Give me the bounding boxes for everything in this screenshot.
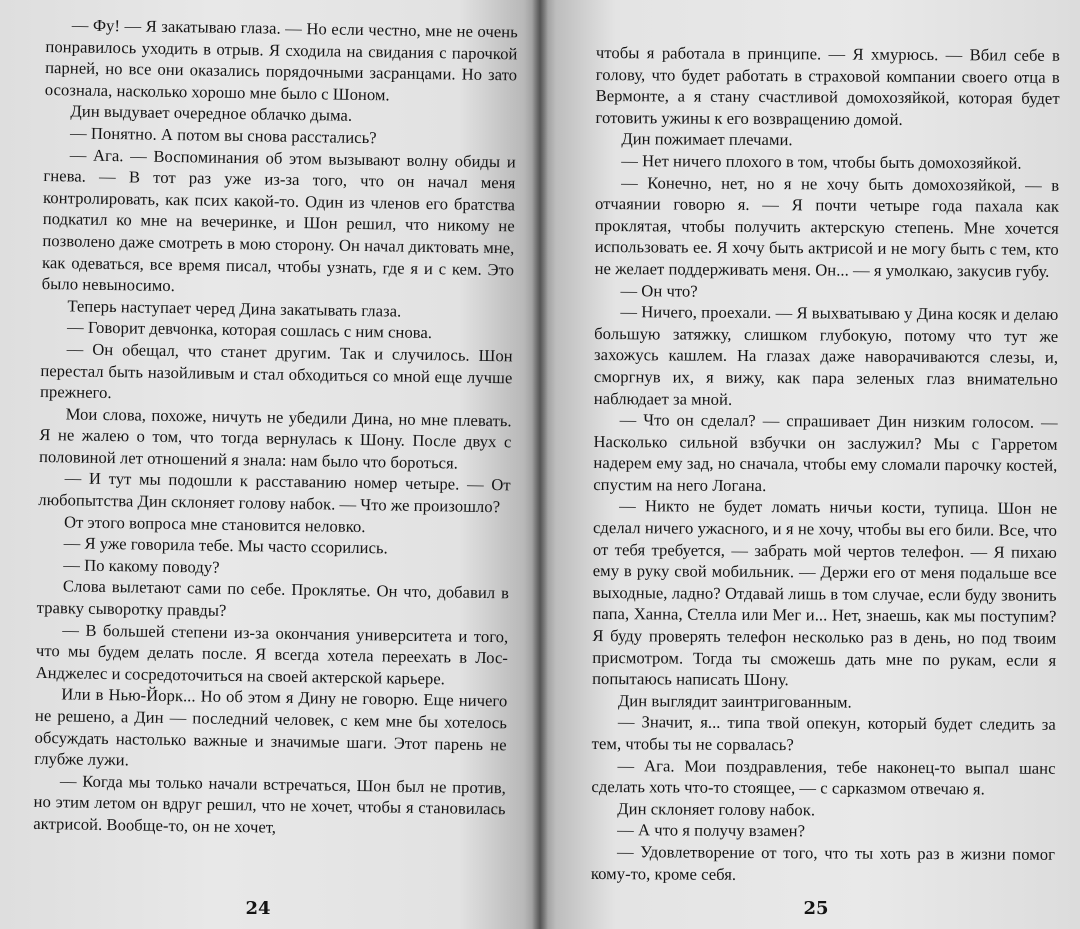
paragraph: — Понятно. А потом вы снова расстались? (69, 123, 377, 148)
paragraph: — Я уже говорила тебе. Мы часто ссорились. (63, 533, 388, 558)
paragraph: — По какому поводу? (63, 555, 220, 577)
paragraph: — А что я получу взамен? (617, 820, 806, 841)
right-page-text (591, 42, 1060, 887)
paragraph: Или в Нью-Йорк... Но об этом я Дину не говорю. Еще ничего не решено, а Дин — последний человек, с кем мне бы хотелось обсуждать настолько важные и значимые шаги. Этот парень не глубже лужи. (34, 684, 508, 770)
paragraph: — Что он сделал? — спрашивает Дин низким голосом. — Насколько сильной взбучки он заслужил? Мы с Гарретом надерем ему зад, но сначала, чтобы ему сломали парочку костей, спустим на него Логана. (593, 410, 1058, 495)
paragraph: Мои слова, похоже, ничуть не убедили Дина, но мне плевать. Я не жалею о том, что тогда вернулась к Шону. После двух с половиной лет отношений я знала: нам было что бороться. (38, 404, 512, 473)
page-number: 24 (245, 898, 271, 919)
paragraph: — Говорит девчонка, которая сошлась с ним снова. (66, 317, 433, 343)
page-number: 25 (803, 898, 829, 919)
paragraph: — Фу! — Я закатываю глаза. — Но если честно, мне не очень понравилось уходить в отрыв. Я сходила на свидания с парочкой парней, но все они оказались порядочными засранцами. Но зато осознала, насколько хорошо мне было с Шоном. (44, 15, 518, 105)
paragraph: — Он что? (620, 280, 698, 301)
paragraph: От этого вопроса мне становится неловко. (63, 512, 366, 536)
paragraph: — Значит, я... типа твой опекун, который будет следить за тем, чтобы ты не сорвалась? (591, 712, 1056, 755)
paragraph: — Он обещал, что станет другим. Так и случилось. Шон перестал быть назойливым и стал обходиться со мной еще лучше прежнего. (39, 339, 513, 403)
paragraph: Дин склоняет голову набок. (617, 798, 816, 820)
paragraph: — Никто не будет ломать ничьи кости, тупица. Шон не сделал ничего ужасного, и я не хочу, чтобы вы его били. Все, что от тебя требуется, — забрать мой чертов телефон. — Я пихаю ему в руку свой мобильник. — Держи его от меня подальше все выходные, ладно? Отдавай лишь в том случае, если буду звонить папа, Ханна, Стелла или Мег и... Нет, знаешь, как мы поступим? Я буду проверять телефон несколько раз в день, но под твоим присмотром. Тогда ты сможешь дать мне по рукам, если я попытаюсь написать Шону. (592, 496, 1058, 690)
left-page-text (33, 14, 518, 842)
paragraph: — В большей степени из-за окончания университета и того, что мы будем делать после. Я всегда хотела переехать в Лос-Анджелес и сосредоточиться на своей актерской карьере. (35, 619, 509, 689)
right-page (540, 0, 1080, 929)
paragraph: Дин выглядит заинтригованным. (617, 690, 852, 712)
paragraph: — Ничего, проехали. — Я выхватываю у Дина косяк и делаю большую затяжку, слишком глубокую, потому что тут же захожусь кашлем. На глазах даже наворачиваются слезы, и, сморгнув их, я вижу, как пара зеленых глаз внимательно наблюдает за мной. (593, 302, 1059, 409)
paragraph: Слова вылетают сами по себе. Проклятье. Он что, добавил в травку сыворотку правды? (36, 576, 510, 620)
paragraph: — Удовлетворение от того, что ты хоть раз в жизни помог кому-то, кроме себя. (590, 842, 1056, 884)
paragraph: — Когда мы только начали встречаться, Шон был не против, но этим летом он вдруг решил, что не хочет, чтобы я становилась актрисой. Вообще-то, он не хочет, (33, 771, 507, 837)
paragraph: Дин пожимает плечами. (621, 129, 793, 150)
paragraph: — Ага. — Воспоминания об этом вызывают волну обиды и гнева. — В тот раз уже из-за того, что он начал меня контролировать, как псих какой-то. Один из членов его братства подкатил ко мне на вечеринке, и Шон решил, что никому не позволено даже смотреть в мою сторону. Он начал диктовать мне, как одеваться, все время писал, чтобы узнать, где я и с кем. Это было невыносимо. (41, 144, 516, 296)
paragraph: чтобы я работала в принципе. — Я хмурюсь. — Вбил себе в голову, что будет работать в страховой компании своего отца в Вермонте, а я стану счастливой домохозяйкой, которая будет готовить ужины к его возвращению домой. (595, 42, 1060, 129)
paragraph: Теперь наступает черед Дина закатывать глаза. (67, 296, 402, 321)
paragraph: — Нет ничего плохого в том, чтобы быть домохозяйкой. (621, 151, 1022, 173)
paragraph: — Конечно, нет, но я не хочу быть домохозяйкой, — в отчаянии говорю я. — Я почти четыре года пахала как проклятая, чтобы получить актерскую степень. Мне хочется использовать ее. Я хочу быть актрисой и не могу быть с тем, кто не желает поддерживать меня. Он... — я умолкаю, закусив губу. (594, 172, 1060, 281)
paragraph: — И тут мы подошли к расставанию номер четыре. — От любопытства Дин склоняет голову набок. — Что же произошло? (38, 468, 511, 517)
paragraph: Дин выдувает очередное облачко дыма. (70, 101, 353, 126)
paragraph: — Ага. Мои поздравления, тебе наконец-то выпал шанс сделать хоть что-то стоящее, — с сарказмом отвечаю я. (591, 755, 1056, 799)
